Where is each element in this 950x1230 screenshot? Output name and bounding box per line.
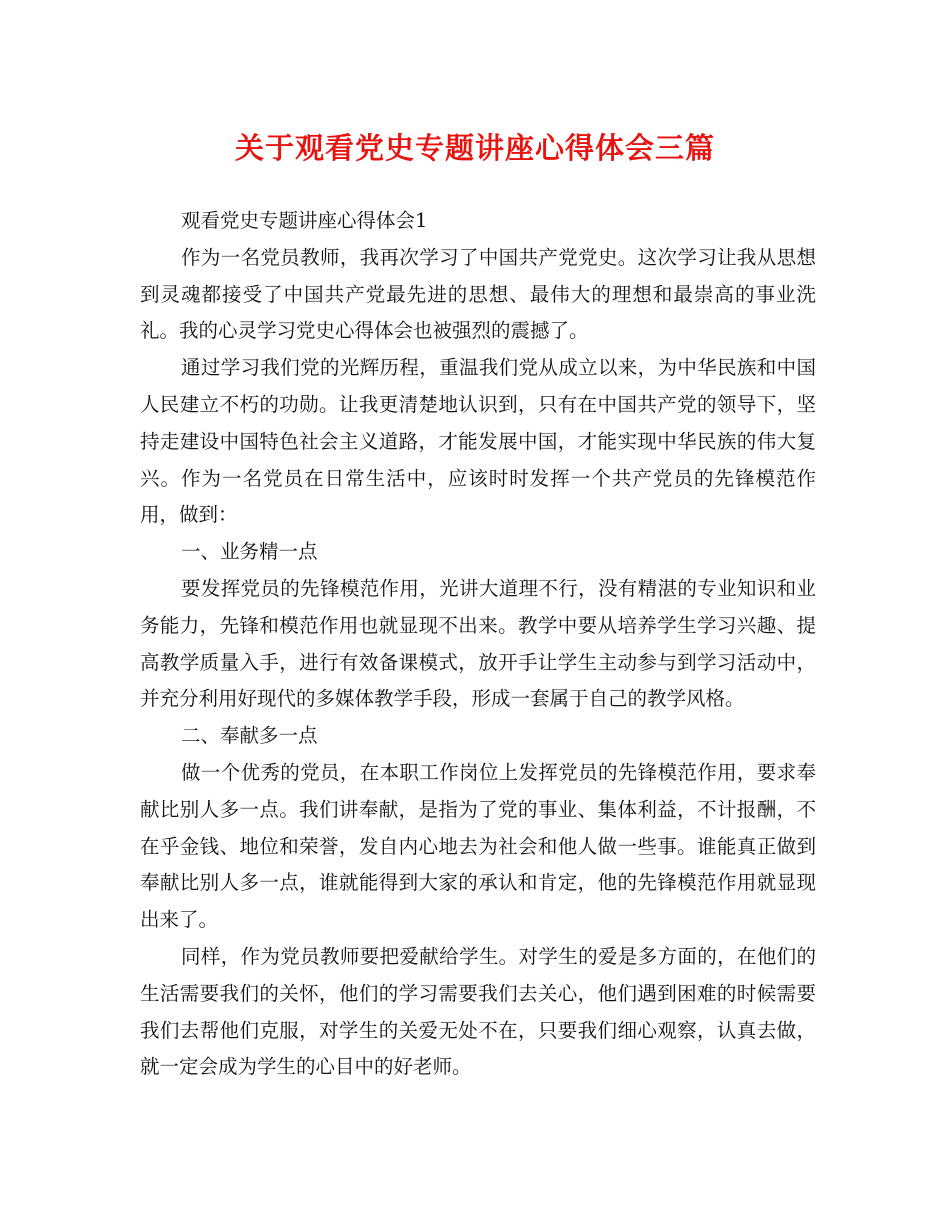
section-heading-1: 观看党史专题讲座心得体会1 bbox=[181, 209, 428, 232]
paragraph-students: 同样，作为党员教师要把爱献给学生。对学生的爱是多方面的，在他们的生活需要我们的关怀，他们的学习需要我们去关心，他们遇到困难的时候需要我们去帮他们克服，对学生的关爱无处不在，只要我们细心观察，认真去做，就一定会成为学生的心目中的好老师。 bbox=[140, 944, 816, 1079]
document-body bbox=[140, 203, 816, 1086]
document-title: 关于观看党史专题讲座心得体会三篇 bbox=[234, 131, 715, 165]
paragraph-dedication: 做一个优秀的党员，在本职工作岗位上发挥党员的先锋模范作用，要求奉献比别人多一点。我们讲奉献，是指为了党的事业、集体利益，不计报酬，不在乎金钱、地位和荣誉，发自内心地去为社会和他人做一些事。谁能真正做到奉献比别人多一点，谁就能得到大家的承认和肯定，他的先锋模范作用就显现出来了。 bbox=[140, 760, 816, 932]
paragraph-intro: 作为一名党员教师，我再次学习了中国共产党党史。这次学习让我从思想到灵魂都接受了中国共产党最先进的思想、最伟大的理想和最崇高的事业洗礼。我的心灵学习党史心得体会也被强烈的震撼了。 bbox=[140, 245, 816, 343]
paragraph-history: 通过学习我们党的光辉历程，重温我们党从成立以来，为中华民族和中国人民建立不朽的功勋。让我更清楚地认识到，只有在中国共产党的领导下，坚持走建设中国特色社会主义道路，才能发展中国，才能实现中华民族的伟大复兴。作为一名党员在日常生活中，应该时时发挥一个共产党员的先锋模范作用，做到： bbox=[140, 356, 816, 527]
subheading-dedication: 二、奉献多一点 bbox=[181, 724, 318, 748]
subheading-business: 一、业务精一点 bbox=[181, 540, 318, 564]
paragraph-business: 要发挥党员的先锋模范作用，光讲大道理不行，没有精湛的专业知识和业务能力，先锋和模范作用也就显现不出来。教学中要从培养学生学习兴趣、提高教学质量入手，进行有效备课模式，放开手让学生主动参与到学习活动中，并充分利用好现代的多媒体教学手段，形成一套属于自己的教学风格。 bbox=[140, 576, 816, 711]
